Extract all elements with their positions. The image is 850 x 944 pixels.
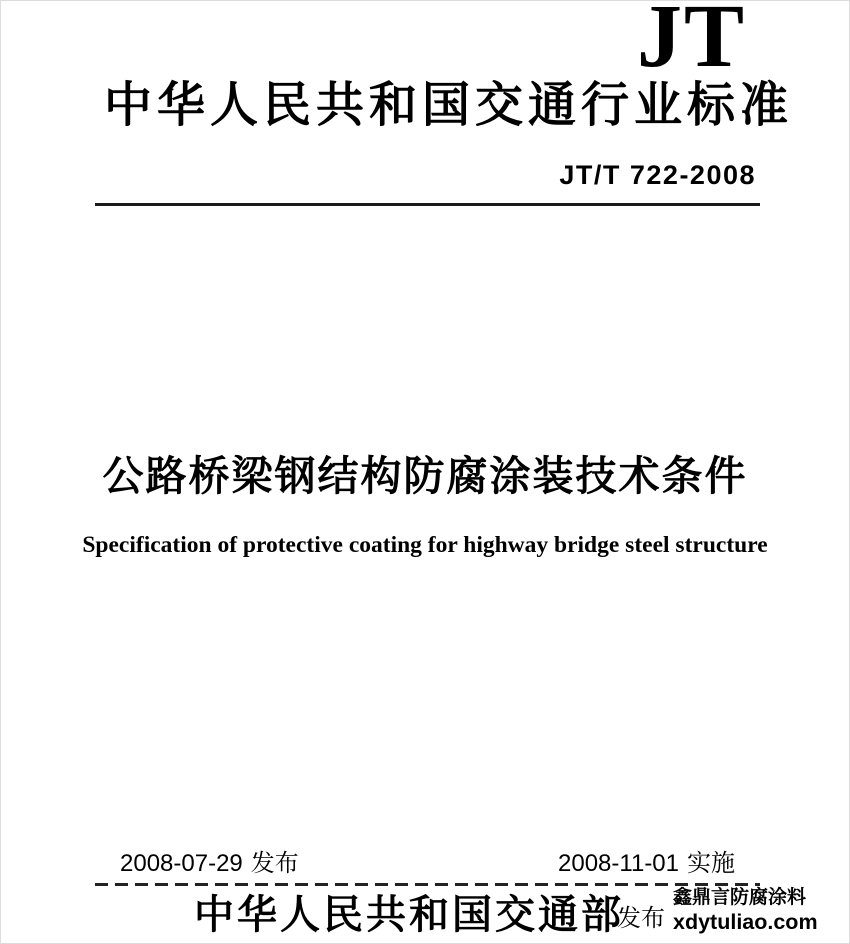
document-title-chinese: 公路桥梁钢结构防腐涂装技术条件: [102, 453, 748, 499]
implement-date: 2008-11-01: [558, 850, 679, 877]
implement-date-line: [558, 843, 735, 878]
issue-date: 2008-07-29: [120, 850, 243, 877]
footer-dashed-rule: [95, 883, 760, 886]
issue-date-label: 发布: [250, 850, 299, 877]
publisher-action-label: 发布: [617, 905, 665, 932]
jt-logo: JT: [636, 0, 746, 86]
publisher-name: 中华人民共和国交通部: [194, 892, 624, 937]
standard-number: JT/T 722-2008: [559, 160, 756, 190]
standard-type-heading: 中华人民共和国交通行业标准: [104, 79, 794, 132]
issue-date-line: [120, 843, 299, 878]
header-rule: [95, 203, 760, 206]
implement-date-label: 实施: [687, 850, 735, 877]
watermark-url-text: xdytuliao.com: [673, 910, 818, 935]
site-watermark: [673, 886, 818, 935]
watermark-brand-text: 鑫鼎言防腐涂料: [673, 887, 807, 908]
document-title-english: Specification of protective coating for highway bridge steel structure: [82, 532, 768, 558]
